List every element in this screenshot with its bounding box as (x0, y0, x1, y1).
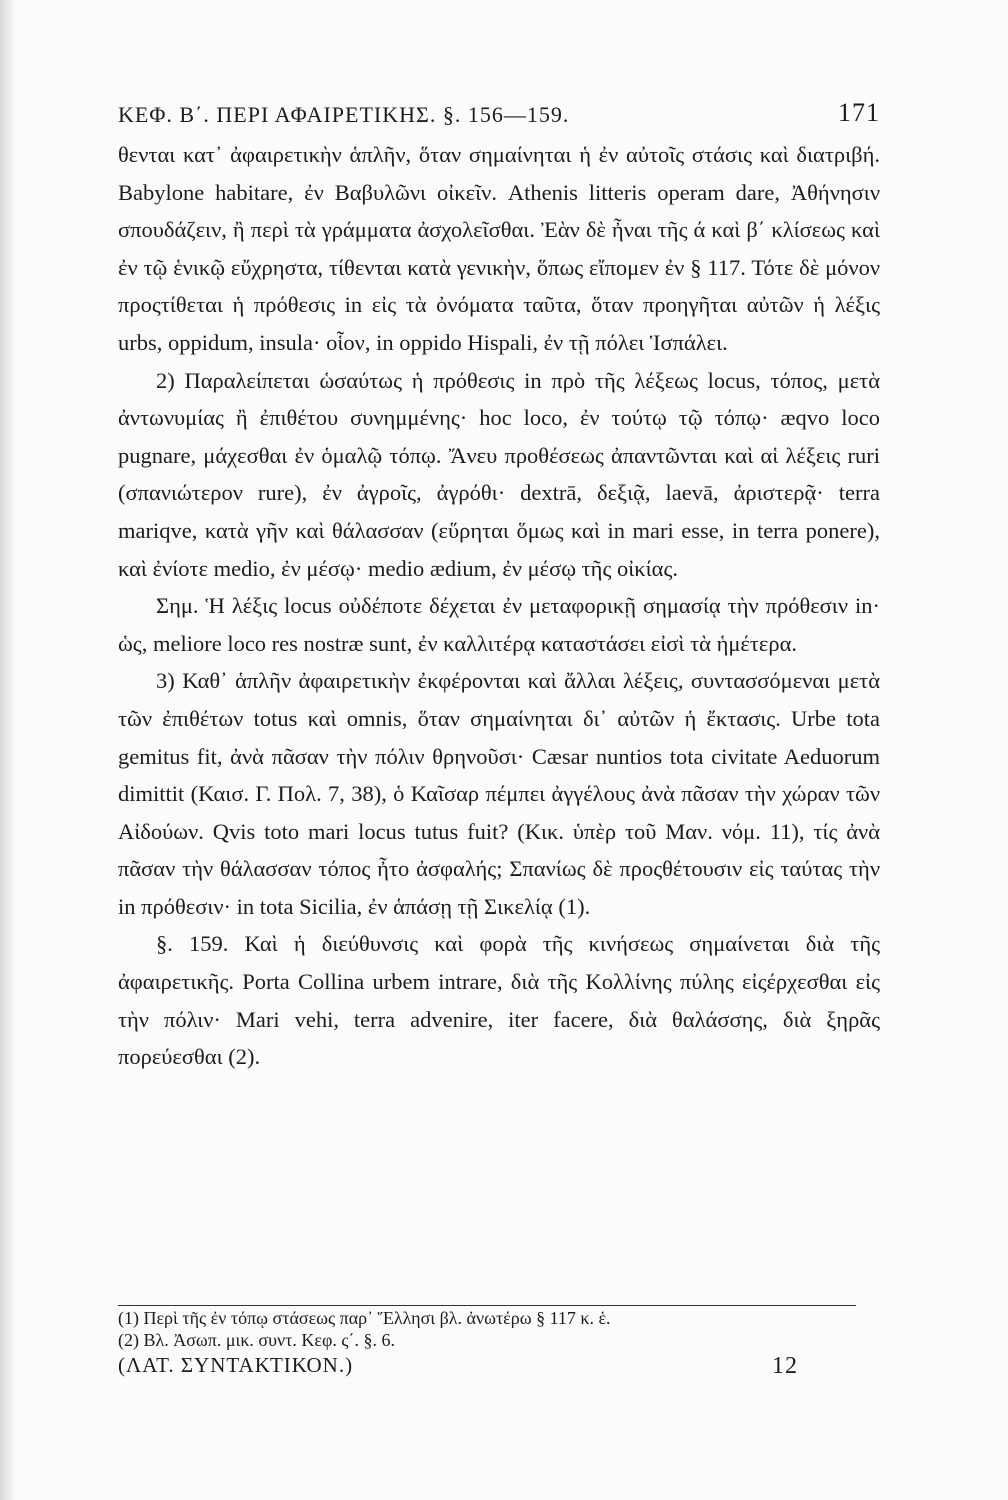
paragraph-3: 3) Καθ᾽ ἁπλῆν ἀφαιρετικὴν ἐκφέρονται καὶ ἄλλαι λέξεις, συντασσόμεναι μετὰ τῶν ἐπιθέτων totus καὶ omnis, ὅταν σημαίνηται δι᾽ αὐτῶν ἡ ἔκτασις. Urbe tota gemitus fit, ἀνὰ πᾶσαν τὴν πόλιν θρηνοῦσι· Cæsar nuntios tota civitate Aeduorum dimittit (Καισ. Γ. Πολ. 7, 38), ὁ Καῖσαρ πέμπει ἀγγέλους ἀνὰ πᾶσαν τὴν χώραν τῶν Αἰδούων. Qvis toto mari locus tutus fuit? (Κικ. ὑπὲρ τοῦ Μαν. νόμ. 11), τίς ἀνὰ πᾶσαν τὴν θάλασσαν τόπος ἦτο ἀσφαλής; Σπανίως δὲ προςθέτουσιν εἰς ταύτας τὴν in πρόθεσιν· in tota Sicilia, ἐν ἁπάσῃ τῇ Σικελίᾳ (1). (118, 668, 880, 919)
footnote-rule (118, 1305, 856, 1306)
running-title: ΚΕΦ. Β΄. ΠΕΡΙ ΑΦΑΙΡΕΤΙΚΗΣ. §. 156—159. (118, 102, 570, 127)
footnote-2: (2) Βλ. Ἀσωπ. μικ. συντ. Κεφ. ς΄. §. 6. (118, 1330, 395, 1350)
page-body (118, 136, 880, 1076)
signature-title: (ΛΑΤ. ΣΥΝΤΑΚΤΙΚΟΝ.) (118, 1353, 354, 1377)
paragraph-2: 2) Παραλείπεται ὡσαύτως ἡ πρόθεσις in πρὸ τῆς λέξεως locus, τόπος, μετὰ ἀντωνυμίας ἢ ἐπιθέτου συνημμένης· hoc loco, ἐν τούτῳ τῷ τόπῳ· æqvo loco pugnare, μάχεσθαι ἐν ὁμαλῷ τόπῳ. Ἄνευ προθέσεως ἀπαντῶνται καὶ αἱ λέξεις ruri (σπανιώτερον rure), ἐν ἀγροῖς, ἀγρόθι· dextrā, δεξιᾷ, laevā, ἀριστερᾷ· terra mariqve, κατὰ γῆν καὶ θάλασσαν (εὕρηται ὅμως καὶ in mari esse, in terra ponere), καὶ ἐνίοτε medio, ἐν μέσῳ· medio ædium, ἐν μέσῳ τῆς οἰκίας. (118, 367, 880, 581)
footnotes (118, 1307, 880, 1351)
paragraph-159: §. 159. Καὶ ἡ διεύθυνσις καὶ φορὰ τῆς κινήσεως σημαίνεται διὰ τῆς ἀφαιρετικῆς. Porta Collina urbem intrare, διὰ τῆς Κολλίνης πύλης εἰςέρχεσθαι εἰς τὴν πόλιν· Mari vehi, terra advenire, iter facere, διὰ θαλάσσης, διὰ ξηρᾶς πορεύεσθαι (2). (118, 931, 880, 1070)
signature-mark: 12 (772, 1353, 798, 1379)
binding-shadow (0, 0, 16, 1500)
page-header (118, 98, 880, 138)
paragraph-1: θενται κατ᾽ ἀφαιρετικὴν ἁπλῆν, ὅταν σημαίνηται ἡ ἐν αὐτοῖς στάσις καὶ διατριβή. Babylone habitare, ἐν Βαβυλῶνι οἰκεῖν. Athenis litteris operam dare, Ἀθήνησιν σπουδάζειν, ἢ περὶ τὰ γράμματα ἀσχολεῖσθαι. Ἐὰν δὲ ἦναι τῆς ά καὶ β΄ κλίσεως καὶ ἐν τῷ ἑνικῷ εὔχρηστα, τίθενται κατὰ γενικὴν, ὅπως εἴπομεν ἐν § 117. Τότε δὲ μόνον προςτίθεται ἡ πρόθεσις in εἰς τὰ ὀνόματα ταῦτα, ὅταν προηγῆται αὐτῶν ἡ λέξις urbs, oppidum, insula· οἷον, in oppido Hispali, ἐν τῇ πόλει Ἱσπάλει. (118, 142, 880, 355)
paragraph-note: Σημ. Ἡ λέξις locus οὐδέποτε δέχεται ἐν μεταφορικῇ σημασίᾳ τὴν πρόθεσιν in· ὡς, meliore loco res nostræ sunt, ἐν καλλιτέρᾳ καταστάσει εἰσὶ τὰ ἡμέτερα. (118, 593, 880, 656)
footnote-1: (1) Περὶ τῆς ἐν τόπῳ στάσεως παρ᾽ Ἕλλησι βλ. ἀνωτέρω § 117 κ. ἑ. (118, 1308, 611, 1328)
page-number: 171 (838, 98, 880, 127)
page-footer (118, 1353, 798, 1383)
